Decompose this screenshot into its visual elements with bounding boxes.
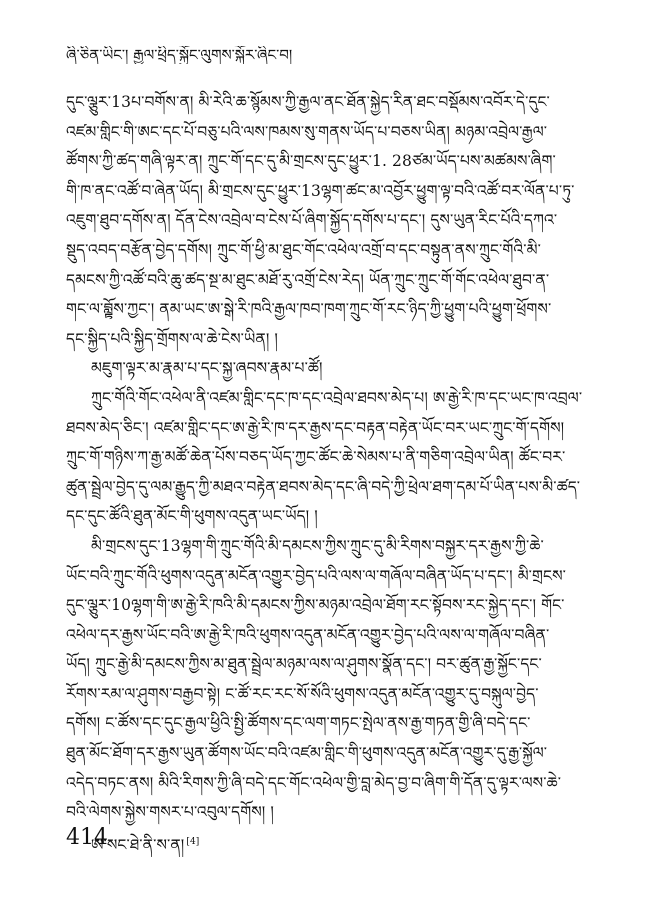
paragraph-3 — [66, 532, 604, 828]
text-line: ཐུན་མོང་ཐོག་དར་རྒྱས་ཡུན་ཚོགས་ཡོང་བའི་འཛམ་གླིང་གི་ཕུགས་འདུན་མངོན་འགྱུར་དུ་རྒྱ་སྐྱོལ་ — [66, 744, 548, 763]
footnote-mark: [4] — [186, 836, 200, 847]
paragraph-2 — [66, 384, 604, 532]
paragraph-1 — [66, 88, 604, 354]
text-line: ཀྲུང་གོའི་གོང་འཕེལ་ནི་འཛམ་གླིང་དང་ཁ་དང་འབྲེལ་ཐབས་མེད་པ། ཨ་རྒྱེ་རི་ཁ་དང་ཡང་ཁ་འབྲལ་ — [91, 388, 583, 407]
text-line: བའི་ལེགས་སྐྱེས་གསར་པ་འབུལ་དགོས། ། — [66, 803, 274, 822]
text-line: ཡོད། ཀྲུང་རྒྱེ་མི་དམངས་ཀྱིས་མ་ཐུན་སྦྲེལ་མཉམ་ལས་ལ་ཤུགས་སྣོན་དང་། བར་ཚུན་རྒྱ་སྐྱོང་དང་ — [66, 655, 542, 674]
text-line: ཡོང་བའི་ཀྲུང་གོའི་ཕུགས་འདུན་མངོན་འགྱུར་བྱེད་པའི་ལས་ལ་གཞོལ་བཞིན་ཡོད་པ་དང་། མི་གྲངས་ — [66, 566, 567, 585]
body-text — [66, 88, 604, 857]
text-line: སྡུད་འབད་བརྩོན་བྱེད་དགོས། ཀྲུང་གོ་ཕྱི་མ་ཐུང་གོང་འཕེལ་འགྲོ་བ་དང་བསྟུན་ནས་ཀྲུང་གོའི་མི་ — [66, 240, 541, 259]
text-line: ཀྲུང་གོ་གཉིས་ཀ་རྒྱ་མཚོ་ཆེན་པོས་བཅད་ཡོད་ཀྱང་ཚོང་ཆེ་སེམས་པ་ནི་གཅིག་འབྲེལ་ཡིན། ཚོང་བར་ — [66, 448, 566, 467]
text-line: འཇུག་ཐུབ་དགོས་ན། དོན་ངེས་འབྲེལ་བ་ངེས་པོ་ཞིག་སྐྱོད་དགོས་པ་དང་། དུས་ཡུན་རིང་པོའི་དཀའ་ — [66, 211, 558, 230]
text-line: འཛམ་གླིང་གི་ཨང་དང་པོ་བཅུ་པའི་ལས་ཁམས་སུ་གནས་ཡོད་པ་བཅས་ཡིན། མཉམ་འབྲེལ་རྒྱལ་ — [66, 122, 548, 141]
closing-line — [66, 825, 604, 858]
text-line: དགོས། ང་ཚོས་དང་དུང་རྒྱལ་ཕྱིའི་སྤྱི་ཚོགས་དང་ལག་གཏང་སྤེལ་ནས་རྒྱ་གཏན་གྱི་ཞི་བདེ་དང་ — [66, 714, 531, 733]
closing-text: ཨ་སང་ཐེ་ནི་ས་ན། — [91, 836, 185, 854]
text-line: ཚོགས་ཀྱི་ཚད་གཞི་ལྟར་ན། ཀྲུང་གོ་དང་དུ་མི་གྲངས་དུང་ཕྱུར་1. 28ཙམ་ཡོད་པས་མཚམས་ཞིག་ — [66, 152, 556, 171]
text-line: རོགས་རམ་ལ་ཤུགས་བརྒྱབ་སྟེ། ང་ཚོ་རང་རང་སོ་སོའི་ཕུགས་འདུན་མངོན་འགྱུར་དུ་བསྐུལ་བྱེད་ — [66, 684, 539, 703]
section-heading: མཇུག་ལྟར་མ་རྣམ་པ་དང་སྐྱ་ཞབས་རྣམ་པ་ཚོ། — [91, 359, 323, 378]
text-line: གང་ལ་བླྟོས་ཀྱང་། ནམ་ཡང་ཨ་སྒེ་རི་ཁའི་རྒྱལ་ཁབ་ཁག་ཀྲུང་གོ་རང་ཉིད་ཀྱི་ཕྱུག་པའི་ཕྱུག་ཕྲོགས་ — [66, 300, 552, 319]
text-line: ཚུན་སྦྲེལ་བྱེད་དུ་ལམ་རྒྱུད་ཀྱི་མཐའ་བརྟེན་ཐབས་མེད་དང་ཞི་བདེ་ཀྱི་ཕྲེལ་ཐག་དམ་པོ་ཡིན་པས་མི་ཚད་ — [66, 477, 581, 496]
text-line: གི་ཁ་ནང་འཚོ་བ་ཞེན་ཡོད། མི་གྲངས་དུང་ཕྱུར་13ལྷག་ཚང་མ་འབྱོར་ཕྱུག་ལྟ་བའི་འཚོ་བར་ལོན་པ་ཏུ་ — [66, 181, 575, 200]
text-line: དང་དུང་ཚོའི་ཐུན་མོང་གི་ཕུགས་འདུན་ཡང་ཡོད། ། — [66, 507, 318, 526]
text-line: དམངས་ཀྱི་འཚོ་བའི་ཆུ་ཚད་སྔ་མ་ཐུང་མཐོ་རུ་འགྲོ་ངེས་རེད། ཡོན་ཀྲུང་ཀྲུང་གོ་གོང་འཕེལ་ཐུབ་ན་ — [66, 270, 550, 289]
text-line: འཕེལ་དར་རྒྱས་ཡོང་བའི་ཨ་རྒྱེ་རི་ཁའི་ཕུགས་འདུན་མངོན་འགྱུར་བྱེད་པའི་ལས་ལ་གཞོལ་བཞིན་ — [66, 625, 550, 644]
text-line: ཐབས་མེད་ཅིང་། འཛམ་གླིང་དང་ཨ་རྒྱེ་རི་ཁ་དར་རྒྱས་དང་བརྟན་བརྟེན་ཡོང་བར་ཡང་ཀྲུང་གོ་དགོས། — [66, 418, 565, 437]
text-line: དང་སྐྱིད་པའི་སྐྱིད་གྲོགས་ལ་ཆེ་ངེས་ཡིན། ། — [66, 329, 278, 348]
page-number: 414 — [66, 825, 108, 850]
text-line: དུང་ལྕུར་13པ་བགོས་ན། མི་རེའི་ཆ་སྙོམས་ཀྱི་རྒྱལ་ནང་ཐོན་སྐྱེད་རིན་ཐང་བསྡོམས་འབོར་དེ་དུང་ — [66, 93, 550, 111]
text-line: འདེད་བཏང་ནས། མིའི་རིགས་ཀྱི་ཞི་བདེ་དང་གོང་འཕེལ་གྱི་བླ་མེད་བྱ་བ་ཞིག་གི་དོན་དུ་ལྟར་ལས་ཆེ་ — [66, 773, 562, 792]
running-head: ཞི་ཅིན་ཡིང་། རྒྱལ་ཕྲིད་སྐྱོང་ལུགས་སྐོར་ཞིང་བ། — [66, 46, 293, 64]
text-line: མི་གྲངས་དུང་13ལྷག་གི་ཀྲུང་གོའི་མི་དམངས་ཀྱིས་ཀྲུང་དུ་མི་རིགས་བསྐྱར་དར་རྒྱས་ཀྱི་ཆེ་ — [91, 536, 544, 555]
text-line: དུང་ལྕུར་10ལྷག་གི་ཨ་རྒྱེ་རི་ཁའི་མི་དམངས་ཀྱིས་མཉམ་འབྲེལ་ཐོག་རང་སྟོབས་རང་སྐྱེད་དང་། གོང་ — [66, 596, 565, 615]
